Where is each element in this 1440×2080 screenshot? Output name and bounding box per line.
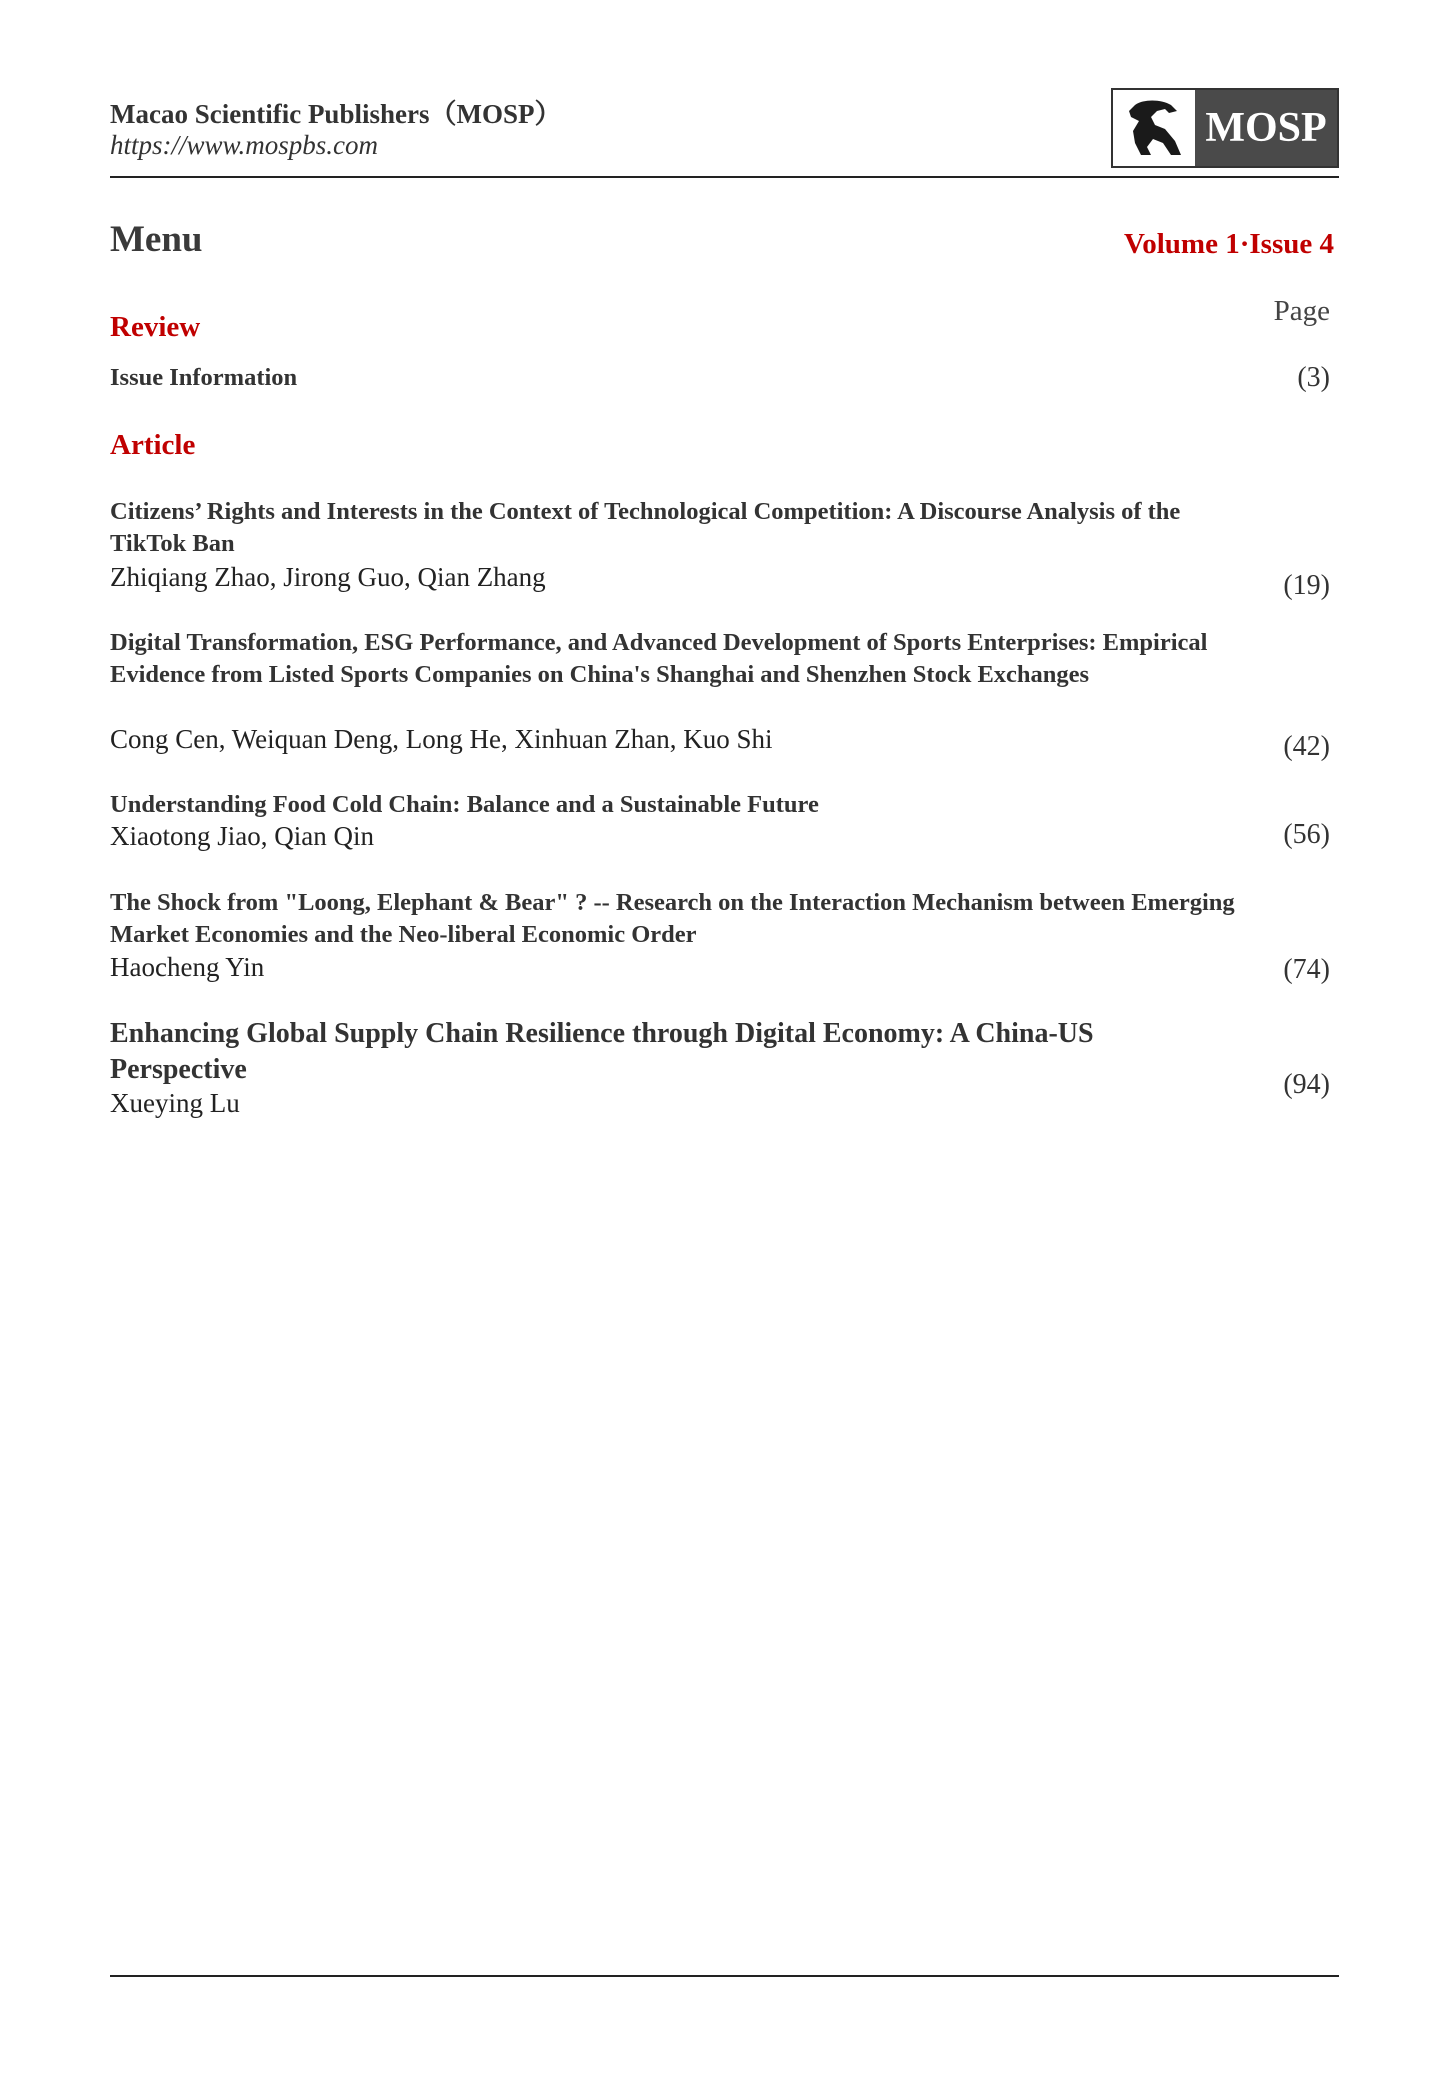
mosp-logo bbox=[1111, 88, 1339, 168]
section-heading-article: Article bbox=[110, 429, 196, 461]
article-page-5: (94) bbox=[1283, 1069, 1330, 1100]
publisher-website[interactable]: https://www.mospbs.com bbox=[110, 130, 379, 160]
review-item-title[interactable]: Issue Information bbox=[110, 364, 298, 391]
article-authors-1: Zhiqiang Zhao, Jirong Guo, Qian Zhang bbox=[110, 562, 546, 592]
article-authors-2: Cong Cen, Weiquan Deng, Long He, Xinhuan Zhan, Kuo Shi bbox=[110, 724, 773, 754]
article-title-1[interactable]: Citizens’ Rights and Interests in the Context of Technological Competition: A Discourse Analysis of the TikTok Ban bbox=[110, 498, 1181, 557]
article-title-4[interactable]: The Shock from "Loong, Elephant & Bear" ? -- Research on the Interaction Mechanism between Emerging Market Economies and the Neo-liberal Economic Order bbox=[110, 889, 1235, 948]
page-header bbox=[110, 92, 1339, 178]
article-title-5[interactable]: Enhancing Global Supply Chain Resilience through Digital Economy: A China-US Perspective bbox=[110, 1018, 1094, 1085]
volume-issue: Volume 1·Issue 4 bbox=[1123, 228, 1334, 260]
article-title-2[interactable]: Digital Transformation, ESG Performance, and Advanced Development of Sports Enterprises: Empirical Evidence from Listed Sports Companies on China's Shanghai and Shenzhen Stock Exchanges bbox=[110, 629, 1208, 688]
mosp-logo-figure-icon bbox=[1113, 90, 1195, 166]
page-title: Menu bbox=[110, 219, 203, 260]
page-column-header: Page bbox=[1273, 295, 1330, 327]
article-page-2: (42) bbox=[1283, 731, 1330, 762]
article-page-4: (74) bbox=[1283, 954, 1330, 985]
article-page-3: (56) bbox=[1283, 819, 1330, 850]
article-page-1: (19) bbox=[1283, 570, 1330, 601]
footer-divider bbox=[110, 1975, 1339, 1977]
article-authors-3: Xiaotong Jiao, Qian Qin bbox=[110, 821, 374, 851]
review-item-page: (3) bbox=[1297, 362, 1330, 393]
section-heading-review: Review bbox=[110, 311, 201, 343]
article-title-3[interactable]: Understanding Food Cold Chain: Balance and a Sustainable Future bbox=[110, 791, 819, 818]
article-authors-4: Haocheng Yin bbox=[110, 952, 265, 982]
article-authors-5: Xueying Lu bbox=[110, 1088, 240, 1118]
publisher-name: Macao Scientific Publishers（MOSP） bbox=[110, 99, 562, 129]
mosp-logo-text: MOSP bbox=[1195, 90, 1337, 166]
